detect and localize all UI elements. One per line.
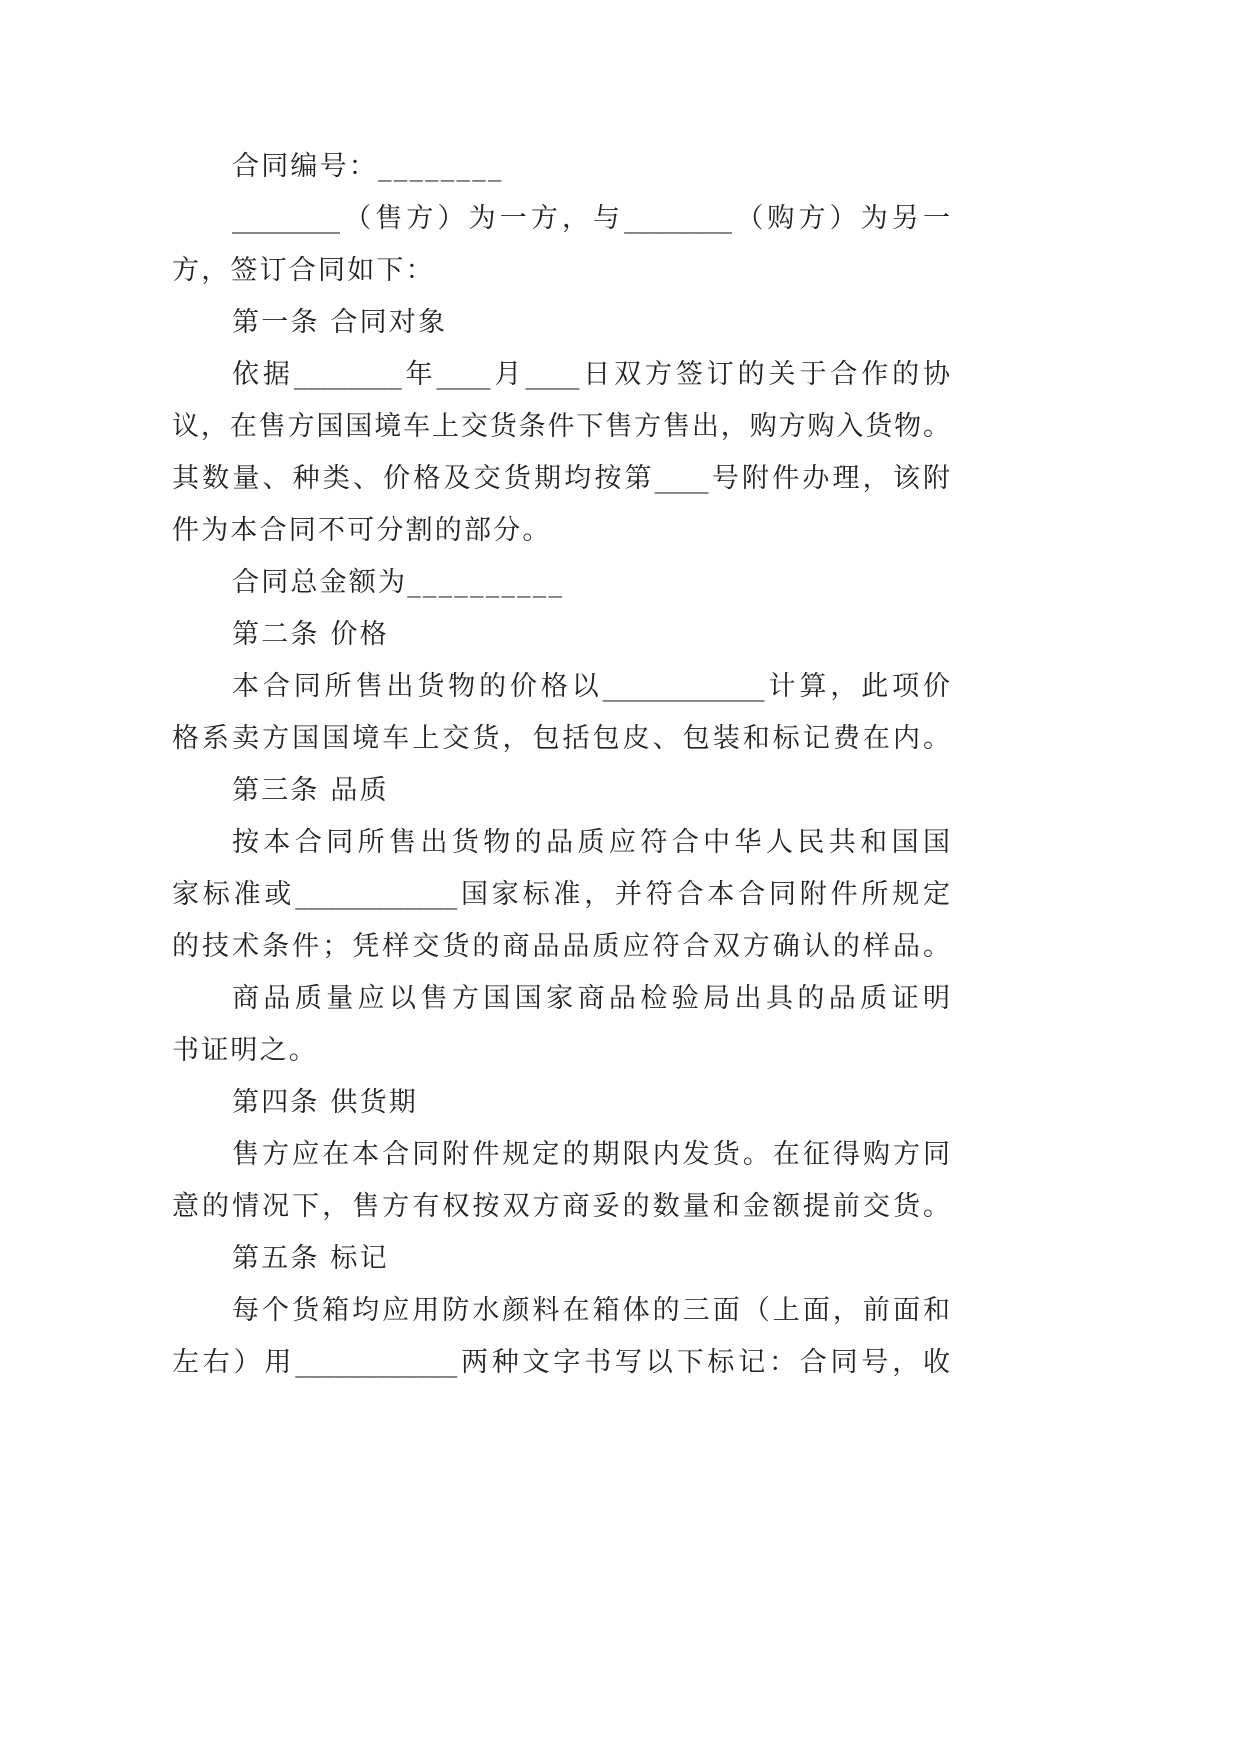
contract-total-amount-line: 合同总金额为__________ [232,567,565,598]
preamble-line: 方，签订合同如下： [172,255,435,286]
article-4-heading: 第四条 供货期 [232,1087,418,1118]
article-3-text-line: 的技术条件；凭样交货的商品品质应符合双方确认的样品。 [172,931,950,962]
article-1-text-line: 依据________年____月____日双方签订的关于合作的协 [232,359,950,390]
article-3-inspection-line: 书证明之。 [172,1035,318,1066]
article-5-text-line: 左右）用____________两种文字书写以下标记：合同号，收 [172,1347,950,1378]
contract-number-line: 合同编号：________ [232,151,504,182]
article-3-heading: 第三条 品质 [232,775,389,806]
article-1-text-line: 其数量、种类、价格及交货期均按第____号附件办理，该附 [172,463,950,494]
preamble-line: ________（售方）为一方，与________（购方）为另一 [232,203,950,234]
article-2-text-line: 格系卖方国国境车上交货，包括包皮、包装和标记费在内。 [172,723,950,754]
article-3-text-line: 按本合同所售出货物的品质应符合中华人民共和国国 [232,827,950,858]
article-4-text-line: 售方应在本合同附件规定的期限内发货。在征得购方同 [232,1139,950,1170]
article-2-text-line: 本合同所售出货物的价格以____________计算，此项价 [232,671,950,702]
article-1-text-line: 议，在售方国国境车上交货条件下售方售出，购方购入货物。 [172,411,950,442]
article-1-heading: 第一条 合同对象 [232,307,448,338]
article-4-text-line: 意的情况下，售方有权按双方商妥的数量和金额提前交货。 [172,1191,950,1222]
article-1-text-line: 件为本合同不可分割的部分。 [172,515,552,546]
contract-body [172,141,950,1389]
article-3-inspection-line: 商品质量应以售方国国家商品检验局出具的品质证明 [232,983,950,1014]
article-5-text-line: 每个货箱均应用防水颜料在箱体的三面（上面，前面和 [232,1295,950,1326]
article-2-heading: 第二条 价格 [232,619,389,650]
article-3-text-line: 家标准或____________国家标准，并符合本合同附件所规定 [172,879,950,910]
article-5-heading: 第五条 标记 [232,1243,389,1274]
